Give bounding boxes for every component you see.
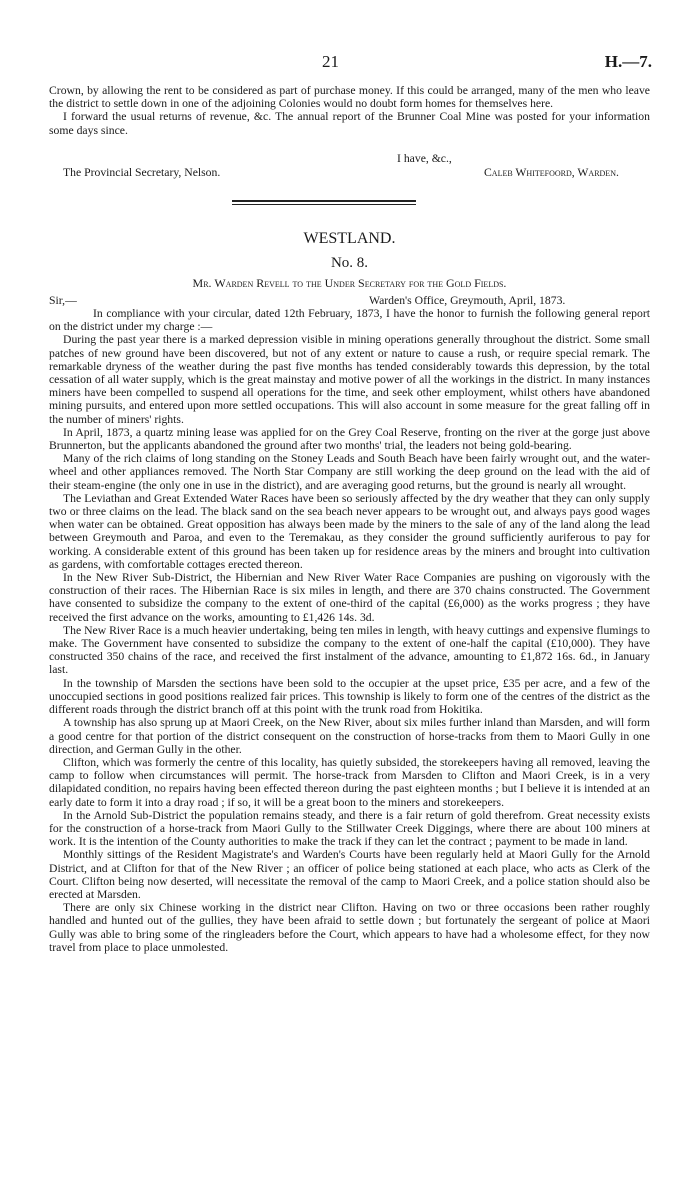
dateline: Warden's Office, Greymouth, April, 1873.: [369, 294, 566, 307]
paragraph: There are only six Chinese working in the district near Clifton. Having on two or three occasions been rather roughly handled and hunted out of the gullies, they have been afraid to settle down ; but fortunately the sergeant of police at Maori Gully was able to bring some of the ringleaders before the Court, which appears to have had a wholesome effect, for they now travel from place to place unmolested.: [49, 901, 650, 954]
paragraph: The New River Race is a much heavier undertaking, being ten miles in length, with heavy cuttings and expensive flumings to make. The Government have consented to subsidize the company to the extent of one-half the capital (£10,000). They have constructed 350 chains of the race, and received the first instalment of the advance, amounting to £1,872 16s. 6d., in January last.: [49, 623, 650, 677]
paragraph: The Leviathan and Great Extended Water Races have been so seriously affected by the dry weather that they can only supply two or three claims on the lead. The black sand on the sea beach never appears to be wrought out, and always pays good wages when water can be obtained. Great opposition has always been made by the miners to the sale of any of the land along the lead between Greymouth and Paroa, and even to the Teremakau, as they consider the ground sufficiently auriferous to pay for working. A considerable extent of this ground has been taken up for residence areas by the miners and brought into cultivation as gardens, with comfortable cottages erected thereon.: [49, 491, 650, 571]
paragraph: A township has also sprung up at Maori Creek, on the New River, about six miles further inland than Marsden, and will form a good centre for that portion of the district consequent on the construction of horse-tracks from them to Maori Gully in one direction, and German Gully in the other.: [49, 716, 650, 756]
salutation: Sir,—: [49, 294, 77, 307]
paragraph: Crown, by allowing the rent to be considered as part of purchase money. If this could be arranged, many of the men who leave the district to settle down in one of the adjoining Colonies would no doubt form homes for themselves here.: [49, 84, 650, 111]
addressee: The Provincial Secretary, Nelson.: [63, 166, 221, 179]
paragraph: In the New River Sub-District, the Hibernian and New River Water Race Companies are pushing on vigorously with the construction of their races. The Hibernian Race is six miles in length, and there are 370 chains constructed. The Government have consented to subsidize the company to the extent of one-third of the capital (£6,000) as the works progress ; they have received the first advance on the works, amounting to £1,426 14s. 3d.: [49, 571, 650, 624]
paragraph: In the township of Marsden the sections have been sold to the occupier at the upset price, £35 per acre, and a few of the unoccupied sections in good positions realized fair prices. This township is likely to form one of the centres of the district as the different roads through the district branch off at this point with the trunk road from Hokitika.: [49, 676, 650, 717]
paragraph: Many of the rich claims of long standing on the Stoney Leads and South Beach have been fairly wrought out, and the water-wheel and other appliances removed. The North Star Company are still working the deep ground on the lead with the aid of their steam-engine (the only one in use in the district), and are averaging good returns, but the ground is nearly all wrought.: [49, 452, 650, 492]
paragraph: I forward the usual returns of revenue, &c. The annual report of the Brunner Coal Mine was posted for your information some days since.: [49, 110, 650, 137]
paragraph: During the past year there is a marked depression visible in mining operations generally throughout the district. Some small patches of new ground have been discovered, but not of any extent or nature to cause a rush, or require special remark. The remarkable dryness of the weather during the past five months has tended considerably towards this depression, by the total cessation of all water supply, which is the great mainstay and motive power of all the workings in the district. In many instances miners have been compelled to suspend all operations for the time, and seek other employment, whilst others have abandoned mining pursuits, and entered upon more settled occupations. This will also account in some measure for the great falling off in the number of miners' rights.: [49, 333, 650, 426]
divider-rule: [232, 200, 416, 202]
paragraph: In compliance with your circular, dated 12th February, 1873, I have the honor to furnish the following general report on the district under my charge :—: [49, 307, 650, 334]
letter-heading: Mr. Warden Revell to the Under Secretary for the Gold Fields.: [192, 276, 507, 290]
letter-number: No. 8.: [330, 255, 369, 271]
paragraph: Monthly sittings of the Resident Magistrate's and Warden's Courts have been regularly held at Maori Gully for the Arnold District, and at Clifton for that of the New River ; an officer of police being stationed at each place, who acts as Clerk of the Court. Clifton being now deserted, will necessitate the removal of the camp to Maori Creek, and a police station should also be erected at Marsden.: [49, 848, 650, 901]
signature: Caleb Whitefoord, Warden.: [484, 166, 619, 179]
paragraph: In April, 1873, a quartz mining lease was applied for on the Grey Coal Reserve, fronting on the river at the gorge just above Brunnerton, but the applicants abandoned the ground after two months' trial, the leaders not being gold-bearing.: [49, 425, 650, 453]
letter-body: [49, 307, 650, 954]
divider-rule: [232, 204, 416, 205]
continued-text: [49, 84, 650, 137]
paragraph: In the Arnold Sub-District the population remains steady, and there is a fair return of gold therefrom. Great necessity exists for the construction of a horse-track from Maori Gully to the Stillwater Creek Diggings, where there are about 100 miners at work. It is the intention of the County authorities to make the track if they can let the contract ; payment to be made in land.: [49, 808, 650, 849]
paragraph: Clifton, which was formerly the centre of this locality, has quietly subsided, the storekeepers having all removed, leaving the camp to follow when circumstances will permit. The horse-track from Marsden to Clifton and Maori Creek, is in a very dilapidated condition, no repairs having been effected thereon during the past eighteen months ; but I believe it is intended at an early date to form it into a dray road ; if so, it will be a great boon to the miners and storekeepers.: [49, 755, 650, 809]
document-code: H.—7.: [604, 52, 652, 71]
closing-phrase: I have, &c.,: [397, 152, 452, 165]
section-title: WESTLAND.: [303, 230, 396, 247]
page-number: 21: [322, 52, 339, 71]
